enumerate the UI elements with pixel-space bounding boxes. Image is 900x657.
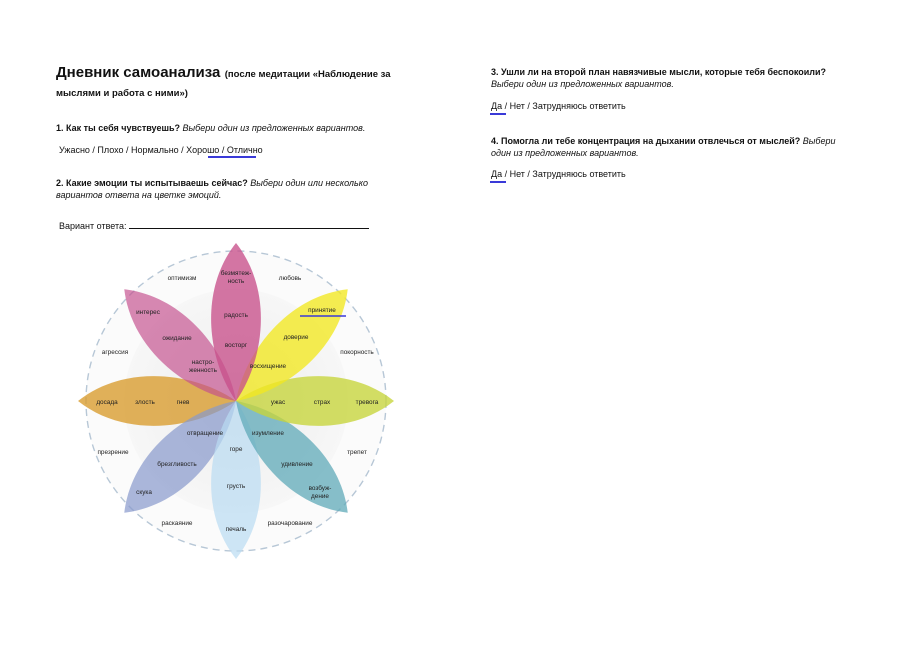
label-admiration: восхищение [249,363,287,370]
label-distraction-1: возбуж- [308,485,332,492]
label-optimism: оптимизм [167,275,197,282]
label-disapproval: разочарование [267,520,313,527]
label-ecstasy: восторг [224,342,248,349]
petals [78,243,394,559]
label-serenity-1: безмятеж- [220,270,252,277]
document-title [56,64,436,102]
label-boredom: скука [136,489,152,496]
title-subtitle: (после медитации «Наблюдение за мыслями и работа с ними») [56,69,391,99]
title-main: Дневник самоанализа [56,64,221,81]
label-interest: интерес [136,309,160,316]
label-distraction-2: дение [311,493,329,500]
label-joy: радость [224,312,248,319]
label-fear: страх [313,399,331,406]
label-vigilance-2: женность [189,367,217,374]
question-2-answer[interactable] [59,220,369,231]
label-serenity-2: ность [227,278,245,285]
label-grief: горе [229,446,243,453]
label-acceptance: принятие [308,307,336,314]
label-amazement: изумление [252,430,284,437]
question-4-hint: Выбери один из предложенных вариантов. [491,136,836,158]
question-1-hint: Выбери один из предложенных вариантов. [182,123,366,133]
label-loathing: отвращение [186,430,224,437]
label-apprehension: тревога [355,399,379,406]
label-anger: злость [135,399,155,406]
label-vigilance-1: настро- [191,359,215,366]
label-awe: трепет [347,449,367,456]
label-sadness: грусть [226,483,246,490]
question-4-selected-underline [490,181,506,183]
question-1-selected-underline [208,156,256,158]
label-annoyance: досада [96,399,118,406]
question-3-hint: Выбери один из предложенных вариантов. [491,79,674,89]
label-aggressiveness: агрессия [101,349,129,356]
label-trust: доверие [283,334,309,341]
label-rage: гнев [176,399,190,406]
label-terror: ужас [270,399,286,406]
question-1-options[interactable]: Ужасно / Плохо / Нормально / Хорошо / Отлично [59,145,263,155]
label-disgust: брезгливость [157,461,197,468]
answer-line[interactable] [129,220,369,229]
question-4-text: 4. Помогла ли тебе концентрация на дыхании отвлечься от мыслей? [491,136,801,146]
answer-label: Вариант ответа: [59,221,127,231]
question-2 [56,177,416,201]
label-anticipation: ожидание [162,335,192,342]
question-4 [491,135,851,159]
question-3-selected-underline [490,113,506,115]
label-pensiveness: печаль [225,526,247,533]
question-4-options[interactable]: Да / Нет / Затрудняюсь ответить [491,169,626,179]
question-1-text: 1. Как ты себя чувствуешь? [56,123,180,133]
question-3-text: 3. Ушли ли на второй план навязчивые мысли, которые тебя беспокоили? [491,67,827,77]
label-submission: покорность [340,349,374,356]
emotion-wheel [70,238,405,563]
question-1 [56,122,436,134]
label-remorse: раскаяние [161,520,193,527]
label-contempt: презрение [97,449,129,456]
question-3 [491,66,841,90]
question-2-hint: Выбери один или несколько вариантов ответа на цветке эмоций. [56,178,368,200]
label-surprise: удивление [281,461,313,468]
label-love: любовь [278,275,302,282]
question-3-options[interactable]: Да / Нет / Затрудняюсь ответить [491,101,626,111]
question-2-text: 2. Какие эмоции ты испытываешь сейчас? [56,178,248,188]
